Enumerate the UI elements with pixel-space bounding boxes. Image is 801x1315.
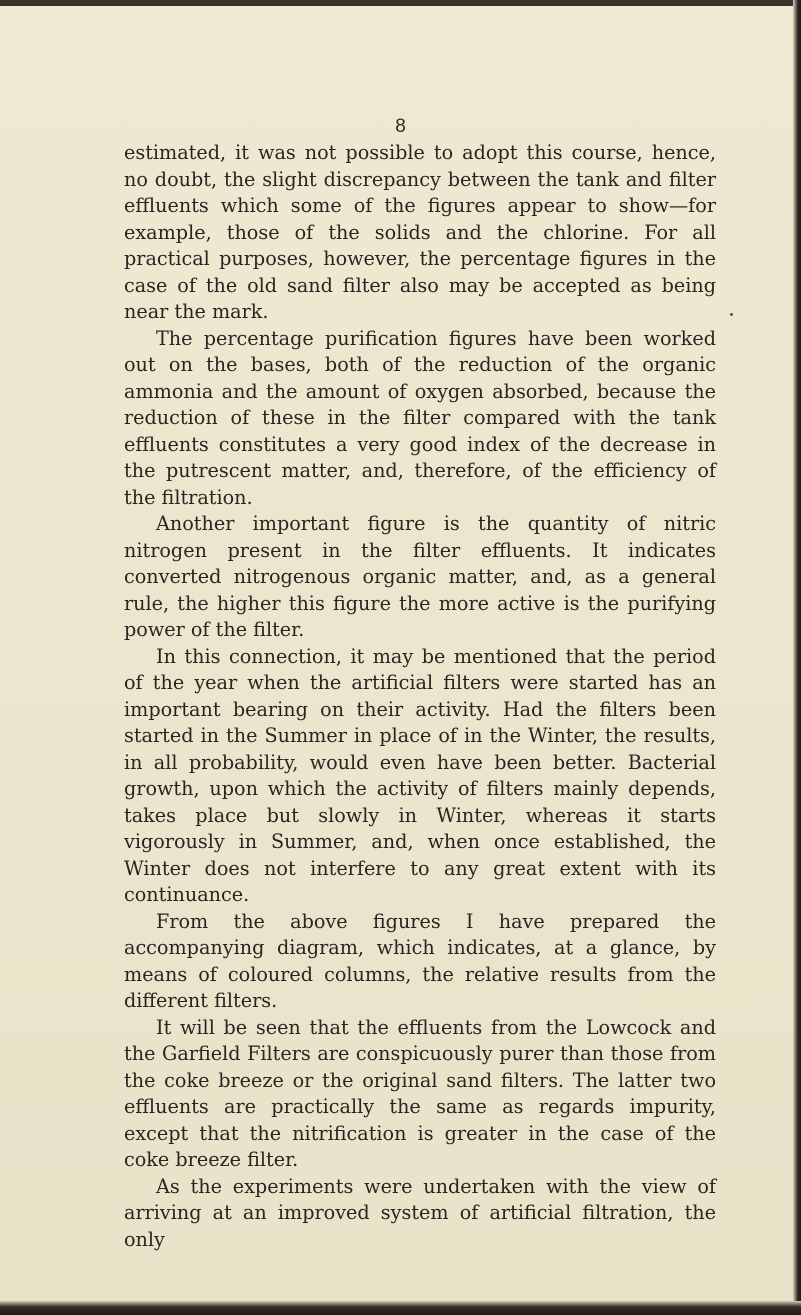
- paragraph-percentage-purification: The percentage purification figures have been worked out on the bases, both of the reduction of the organic ammonia and the amount of oxygen absorbed, because the reduction of these in the filter compared with the tank effluents constitutes a very good index of the decrease in the putrescent matter, and, therefore, of the efficiency of the filtration.: [124, 326, 716, 509]
- body-text: [124, 140, 716, 1253]
- page-right-edge: [793, 0, 801, 1315]
- paragraph-nitric-nitrogen: Another important figure is the quantity of nitric nitrogen present in the filter effluents. It indicates converted nitrogenous organic matter, and, as a general rule, the higher this figure the more active is the purifying power of the filter.: [124, 512, 716, 641]
- paragraph-effluents-comparison: It will be seen that the effluents from the Lowcock and the Garfield Filters are conspicuously purer than those from the coke breeze or the original sand filters. The latter two effluents are practically the same as regards impurity, except that the nitrification is greater in the case of the coke breeze filter.: [124, 1015, 716, 1171]
- paragraph-diagram: From the above figures I have prepared the accompanying diagram, which indicates, at a glance, by means of coloured columns, the relative results from the different filters.: [124, 909, 716, 1012]
- paragraph-period-of-year: In this connection, it may be mentioned that the period of the year when the artificial filters were started has an important bearing on their activity. Had the filters been started in the Summer in place of in the Winter, the results, in all probability, would even have been better. Bacterial growth, upon which the activity of filters mainly depends, takes place but slowly in Winter, whereas it starts vigorously in Summer, and, when once established, the Winter does not interfere to any great extent with its continuance.: [124, 644, 716, 906]
- page-bottom-edge: [0, 1301, 801, 1315]
- page-number: 8: [395, 116, 406, 137]
- page-top-edge: [0, 0, 801, 6]
- margin-speck: [730, 313, 733, 316]
- paragraph-continuation: estimated, it was not possible to adopt this course, hence, no doubt, the slight discrepancy between the tank and filter effluents which some of the figures appear to show—for example, those of the solids and the chlorine. For all practical purposes, however, the percentage figures in the case of the old sand filter also may be accepted as being near the mark.: [124, 141, 716, 323]
- paragraph-experiments: As the experiments were undertaken with the view of arriving at an improved system of artificial filtration, the only: [124, 1174, 716, 1251]
